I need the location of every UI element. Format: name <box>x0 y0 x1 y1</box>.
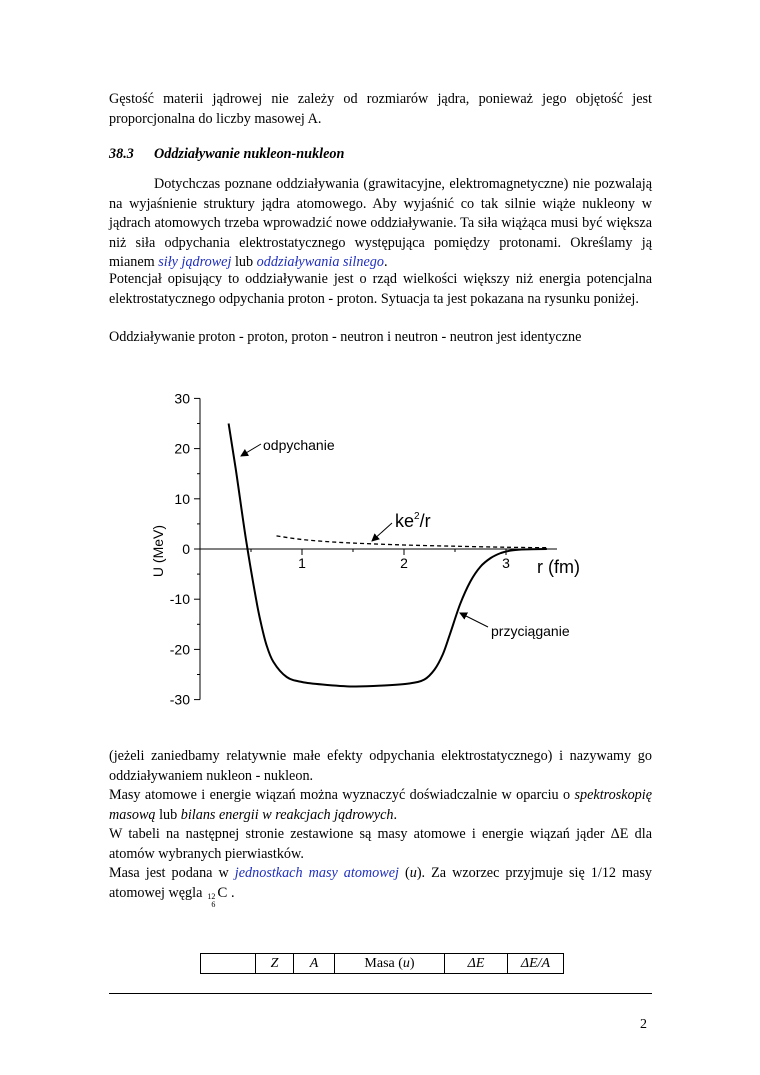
intro-paragraph: Gęstość materii jądrowej nie zależy od rozmiarów jądra, ponieważ jego objętość jest proporcjonalna do liczby masowej A. <box>109 91 652 127</box>
nuclide-atomic-number: 6 <box>211 899 216 909</box>
paragraph-text: Masy atomowe i energie wiązań można wyznaczyć doświadczalnie w oparciu o <box>109 787 575 803</box>
term-bilans-energii: bilans energii w reakcjach jądrowych <box>180 806 394 823</box>
section-heading <box>109 146 344 163</box>
nuclear-potential-curve <box>229 424 547 687</box>
col-mass-unit: u <box>402 955 410 971</box>
chart-axes <box>200 398 557 699</box>
paragraph-text: Masa jest podana w <box>109 865 235 881</box>
annotation-coulomb: $ke^2/r$ <box>395 511 431 531</box>
link-oddzialywania-silnego[interactable]: oddziaływania silnego <box>256 254 384 270</box>
footer-rule <box>109 993 652 994</box>
col-delta-e-per-a: ΔE/A <box>508 954 564 974</box>
paragraph-text: ). Za wzorzec przyjmuje się 1/12 masy atomowej węgla <box>109 865 652 901</box>
col-mass <box>335 954 445 974</box>
coulomb-dashed-curve <box>277 536 547 548</box>
term-spektroskopia: spektroskopię masową <box>109 787 652 823</box>
arrow-odpychanie <box>241 444 261 456</box>
col-mass-label: Masa ( <box>364 955 403 971</box>
col-blank <box>201 954 256 974</box>
potential-paragraph: Potencjał opisujący to oddziaływanie jest o rząd wielkości większy niż energia potencjalna elektrostatycznego odpychania proton - proton. Sytuacja ta jest pokazana na rysunku poniżej. <box>109 271 652 307</box>
paragraph-text: . <box>383 254 388 270</box>
unit-symbol: u <box>409 865 417 881</box>
identical-interaction-paragraph: Oddziaływanie proton - proton, proton - neutron i neutron - neutron jest identyczne <box>109 329 582 345</box>
section-title: Oddziaływanie nukleon-nukleon <box>154 146 345 162</box>
y-tick-label: -30 <box>169 691 190 708</box>
x-tick-label: 2 <box>400 555 408 571</box>
annotation-odpychanie: odpychanie <box>263 437 335 453</box>
arrow-przyciaganie <box>460 613 488 627</box>
paragraph-text: lub <box>231 254 257 270</box>
paragraph-text: . <box>227 884 235 901</box>
paragraph-text: Dotychczas poznane oddziaływania (grawitacyjne, elektromagnetyczne) nie pozwalają na wyjaśnienie struktury jądra atomowego. Aby wyjaśnić co tak silnie wiąże nukleony w jądrach atomowych trzeba wprowadzić nowe oddziaływanie. Ta siła wiążąca musi być większa niż siła odpychania elektrostatycznego występująca pomiędzy protonami. Określamy ją mianem <box>109 176 652 270</box>
nuclide-mass-number: 12 <box>207 891 216 901</box>
y-tick-label: -10 <box>169 591 190 608</box>
col-a: A <box>294 954 335 974</box>
y-tick-label: 10 <box>174 490 190 507</box>
nuclide-symbol: C <box>217 884 228 901</box>
table-intro-paragraph: W tabeli na następnej stronie zestawione są masy atomowe i energie wiązań jąder ΔE dla atomów wybranych pierwiastków. <box>109 826 652 862</box>
y-tick-label: 30 <box>174 390 190 407</box>
nucleon-nucleon-paragraph: (jeżeli zaniedbamy relatywnie małe efekty odpychania elektrostatycznego) i nazywamy go oddziaływaniem nukleon - nukleon. <box>109 748 652 784</box>
col-mass-label-end: ) <box>409 955 415 971</box>
y-tick-label: -20 <box>169 641 190 658</box>
y-axis-label: U (MeV) <box>150 524 166 578</box>
arrow-coulomb <box>372 523 392 541</box>
x-axis-label: r (fm) <box>537 557 580 577</box>
strong-force-paragraph <box>109 175 652 273</box>
page-number: 2 <box>640 1017 647 1032</box>
annotation-przyciaganie: przyciąganie <box>491 623 570 639</box>
paragraph-text: . <box>393 806 398 823</box>
paragraph-text: lub <box>155 806 181 823</box>
y-tick-label: 0 <box>182 541 190 557</box>
col-z: Z <box>256 954 294 974</box>
x-tick-label: 1 <box>298 555 306 571</box>
section-number: 38.3 <box>109 146 134 162</box>
nuclear-potential-chart <box>140 383 600 713</box>
paragraph-text: ( <box>398 865 410 881</box>
y-tick-label: 20 <box>174 440 190 457</box>
mass-unit-paragraph <box>109 864 652 909</box>
x-tick-label: 3 <box>502 555 510 571</box>
methods-paragraph <box>109 786 652 825</box>
col-delta-e: ΔE <box>445 954 508 974</box>
mass-table-header <box>200 953 564 974</box>
link-sily-jadrowej[interactable]: siły jądrowej <box>158 254 232 270</box>
link-jednostki-masy-atomowej[interactable]: jednostkach masy atomowej <box>234 865 399 881</box>
carbon-nuclide <box>207 893 215 909</box>
